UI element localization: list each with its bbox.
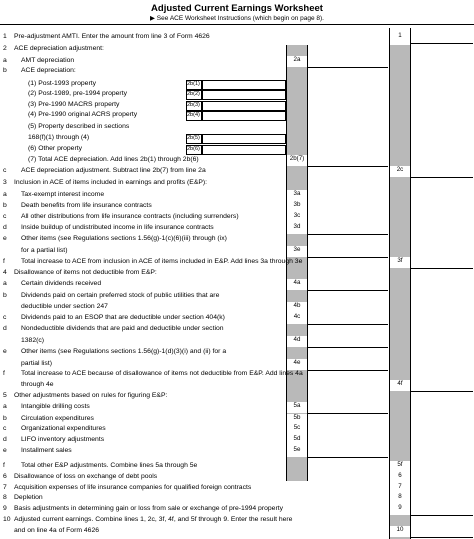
line-number: c bbox=[3, 167, 7, 174]
line-description: ACE depreciation: bbox=[21, 67, 76, 74]
line-number: a bbox=[3, 280, 7, 287]
worksheet-subtitle: ▶ See ACE Worksheet Instructions (which begin on page 8). bbox=[150, 15, 324, 22]
line-code-box: 3a bbox=[287, 190, 307, 201]
line-description: Tax-exempt interest income bbox=[21, 191, 105, 198]
worksheet-line bbox=[0, 269, 474, 279]
worksheet-line bbox=[0, 403, 474, 413]
amount-input[interactable] bbox=[411, 166, 473, 178]
line-description: 168(f)(1) through (4) bbox=[28, 134, 90, 141]
worksheet-line bbox=[0, 57, 474, 67]
line-description: Dividends paid to an ESOP that are deductible under section 404(k) bbox=[21, 314, 225, 321]
line-description: Disallowance of loss on exchange of debt pools bbox=[14, 473, 158, 480]
amount-input[interactable] bbox=[308, 155, 388, 167]
line-number: d bbox=[3, 224, 7, 231]
worksheet-line bbox=[0, 101, 474, 111]
line-description: Organizational expenditures bbox=[21, 425, 106, 432]
line-code-box: 4e bbox=[287, 359, 307, 370]
line-code-box: 5c bbox=[287, 424, 307, 435]
line-number: e bbox=[3, 348, 7, 355]
worksheet-line bbox=[0, 447, 474, 457]
worksheet-line bbox=[0, 67, 474, 77]
line-description: Total increase to ACE because of disallowance of items not deductible from E&P. Add lines 4a bbox=[21, 370, 303, 377]
worksheet-line bbox=[0, 473, 474, 483]
line-code-box: 2b(1) bbox=[186, 80, 202, 90]
worksheet-line bbox=[0, 360, 474, 370]
worksheet-line bbox=[0, 202, 474, 212]
worksheet-line bbox=[0, 123, 474, 133]
worksheet-line bbox=[0, 462, 474, 472]
line-number: b bbox=[3, 292, 7, 299]
amount-input[interactable] bbox=[308, 313, 388, 325]
line-description: Acquisition expenses of life insurance companies for qualified foreign contracts bbox=[14, 484, 252, 491]
line-description: through 4e bbox=[21, 381, 54, 388]
worksheet-line bbox=[0, 45, 474, 55]
worksheet-line bbox=[0, 527, 474, 537]
line-code-box: 5d bbox=[287, 435, 307, 446]
line-number: 8 bbox=[3, 494, 7, 501]
line-number: 6 bbox=[3, 473, 7, 480]
line-description: Other items (see Regulations sections 1.56(g)-1(d)(3)(i) and (ii) for a bbox=[21, 348, 227, 355]
line-code-box: 8 bbox=[390, 493, 410, 504]
line-code-box: 2a bbox=[287, 56, 307, 67]
worksheet-line bbox=[0, 425, 474, 435]
worksheet-line bbox=[0, 191, 474, 201]
line-number: f bbox=[3, 370, 5, 377]
line-description: (5) Property described in sections bbox=[28, 123, 130, 130]
line-number: a bbox=[3, 403, 7, 410]
line-description: ACE depreciation adjustment: bbox=[14, 45, 104, 52]
line-description: Other items (see Regulations sections 1.56(g)-1(c)(6)(iii) through (ix) bbox=[21, 235, 227, 242]
line-code-box: 5e bbox=[287, 446, 307, 457]
line-number: d bbox=[3, 325, 7, 332]
worksheet-line bbox=[0, 494, 474, 504]
line-code-box: 2b(5) bbox=[186, 134, 202, 144]
worksheet-line bbox=[0, 436, 474, 446]
worksheet-line bbox=[0, 179, 474, 189]
amount-input[interactable] bbox=[202, 90, 286, 100]
line-number: b bbox=[3, 415, 7, 422]
line-description: (4) Pre-1990 original ACRS property bbox=[28, 111, 138, 118]
worksheet-line bbox=[0, 292, 474, 302]
line-description: Depletion bbox=[14, 494, 43, 501]
worksheet-line bbox=[0, 415, 474, 425]
worksheet-line bbox=[0, 145, 474, 155]
line-description: Inclusion in ACE of items included in earnings and profits (E&P): bbox=[14, 179, 208, 186]
worksheet-line bbox=[0, 224, 474, 234]
line-number: b bbox=[3, 202, 7, 209]
line-code-box: 7 bbox=[390, 483, 410, 494]
line-description: Certain dividends received bbox=[21, 280, 102, 287]
line-code-box: 6 bbox=[390, 472, 410, 483]
line-number: 9 bbox=[3, 505, 7, 512]
line-number: b bbox=[3, 67, 7, 74]
line-number: 5 bbox=[3, 392, 7, 399]
line-number: f bbox=[3, 462, 5, 469]
line-number: c bbox=[3, 314, 7, 321]
line-description: (3) Pre-1990 MACRS property bbox=[28, 101, 120, 108]
line-number: 10 bbox=[3, 516, 11, 523]
line-code-box: 4f bbox=[390, 380, 410, 391]
line-number: f bbox=[3, 258, 5, 265]
line-code-box: 3d bbox=[287, 223, 307, 234]
line-number: a bbox=[3, 191, 7, 198]
line-description: (7) Total ACE depreciation. Add lines 2b(1) through 2b(6) bbox=[28, 156, 199, 163]
line-code-box: 3c bbox=[287, 212, 307, 223]
amount-input[interactable] bbox=[202, 134, 286, 144]
line-description: Pre-adjustment AMTI. Enter the amount from line 3 of Form 4626 bbox=[14, 33, 210, 40]
line-description: Disallowance of items not deductible from E&P: bbox=[14, 269, 157, 276]
line-description: Basis adjustments in determining gain or loss from sale or exchange of pre-1994 property bbox=[14, 505, 283, 512]
amount-input[interactable] bbox=[202, 101, 286, 111]
worksheet-line bbox=[0, 505, 474, 515]
worksheet-line bbox=[0, 33, 474, 43]
line-code-box: 4b bbox=[287, 302, 307, 313]
amount-input[interactable] bbox=[308, 402, 388, 414]
worksheet-line bbox=[0, 392, 474, 402]
line-description: (2) Post-1989, pre-1994 property bbox=[28, 90, 127, 97]
worksheet-line bbox=[0, 280, 474, 290]
line-code-box: 4d bbox=[287, 336, 307, 347]
worksheet-line bbox=[0, 90, 474, 100]
line-number: 1 bbox=[3, 33, 7, 40]
line-code-box: 4c bbox=[287, 313, 307, 324]
worksheet-line bbox=[0, 325, 474, 335]
worksheet-line bbox=[0, 348, 474, 358]
line-description: Other adjustments based on rules for figuring E&P: bbox=[14, 392, 168, 399]
line-code-box: 4a bbox=[287, 279, 307, 290]
line-description: Dividends paid on certain preferred stock of public utilities that are bbox=[21, 292, 220, 299]
amount-input[interactable] bbox=[308, 336, 388, 348]
amount-input[interactable] bbox=[202, 111, 286, 121]
worksheet-line bbox=[0, 167, 474, 177]
line-number: c bbox=[3, 425, 7, 432]
line-description: AMT depreciation bbox=[21, 57, 75, 64]
line-code-box: 3f bbox=[390, 257, 410, 268]
line-description: Total increase to ACE from inclusion in ACE of items included in E&P. Add lines 3a through 3e bbox=[21, 258, 303, 265]
line-code-box: 9 bbox=[390, 504, 410, 515]
line-description: partial list) bbox=[21, 360, 52, 367]
line-code-box: 10 bbox=[390, 526, 410, 537]
line-description: 1382(c) bbox=[21, 337, 45, 344]
line-description: LIFO inventory adjustments bbox=[21, 436, 105, 443]
line-number: 4 bbox=[3, 269, 7, 276]
worksheet-line bbox=[0, 381, 474, 391]
line-code-box: 2b(7) bbox=[287, 155, 307, 166]
line-number: d bbox=[3, 436, 7, 443]
worksheet-line bbox=[0, 235, 474, 245]
line-code-box: 2b(4) bbox=[186, 111, 202, 121]
worksheet-line bbox=[0, 134, 474, 144]
line-code-box: 2b(2) bbox=[186, 90, 202, 100]
line-code-box: 2b(3) bbox=[186, 101, 202, 111]
line-number: e bbox=[3, 235, 7, 242]
line-description: Adjusted current earnings. Combine lines 1, 2c, 3f, 4f, and 5f through 9. Enter the result here bbox=[14, 516, 293, 523]
line-code-box: 5b bbox=[287, 414, 307, 425]
line-description: for a partial list) bbox=[21, 247, 68, 254]
worksheet-title: Adjusted Current Earnings Worksheet bbox=[151, 3, 323, 14]
line-code-box: 3e bbox=[287, 246, 307, 257]
line-code-box: 3b bbox=[287, 201, 307, 212]
line-number: c bbox=[3, 213, 7, 220]
line-code-box: 5f bbox=[390, 461, 410, 472]
line-description: Inside buildup of undistributed income in life insurance contracts bbox=[21, 224, 214, 231]
line-description: and on line 4a of Form 4626 bbox=[14, 527, 100, 534]
line-description: Nondeductible dividends that are paid and deductible under section bbox=[21, 325, 224, 332]
line-description: Circulation expenditures bbox=[21, 415, 94, 422]
line-description: deductible under section 247 bbox=[21, 303, 108, 310]
amount-input[interactable] bbox=[202, 145, 286, 155]
line-code-box: 5a bbox=[287, 402, 307, 413]
worksheet-line bbox=[0, 370, 474, 380]
line-code-box: 1 bbox=[390, 32, 410, 43]
amount-input[interactable] bbox=[202, 80, 286, 90]
worksheet-line bbox=[0, 314, 474, 324]
worksheet-line bbox=[0, 213, 474, 223]
line-number: 3 bbox=[3, 179, 7, 186]
worksheet-line bbox=[0, 156, 474, 166]
line-description: Death benefits from life insurance contracts bbox=[21, 202, 152, 209]
line-description: ACE depreciation adjustment. Subtract line 2b(7) from line 2a bbox=[21, 167, 206, 174]
line-number: e bbox=[3, 447, 7, 454]
line-description: (6) Other property bbox=[28, 145, 83, 152]
amount-input[interactable] bbox=[411, 380, 473, 392]
amount-input[interactable] bbox=[308, 223, 388, 235]
amount-input[interactable] bbox=[411, 526, 473, 538]
worksheet-line bbox=[0, 80, 474, 90]
worksheet-line bbox=[0, 258, 474, 268]
worksheet-line bbox=[0, 247, 474, 257]
amount-input[interactable] bbox=[308, 279, 388, 291]
amount-input[interactable] bbox=[308, 446, 388, 458]
line-description: Total other E&P adjustments. Combine lines 5a through 5e bbox=[21, 462, 198, 469]
amount-input[interactable] bbox=[411, 32, 473, 44]
line-number: 7 bbox=[3, 484, 7, 491]
worksheet-line bbox=[0, 337, 474, 347]
line-description: (1) Post-1993 property bbox=[28, 80, 97, 87]
line-description: All other distributions from life insurance contracts (including surrenders) bbox=[21, 213, 239, 220]
amount-input[interactable] bbox=[411, 504, 473, 516]
line-description: Intangible drilling costs bbox=[21, 403, 90, 410]
top-rule bbox=[0, 24, 474, 25]
line-description: Installment sales bbox=[21, 447, 72, 454]
line-code-box: 2c bbox=[390, 166, 410, 177]
worksheet-line bbox=[0, 303, 474, 313]
worksheet-line bbox=[0, 516, 474, 526]
line-code-box: 2b(6) bbox=[186, 145, 202, 155]
amount-input[interactable] bbox=[411, 257, 473, 269]
line-number: 2 bbox=[3, 45, 7, 52]
worksheet-line bbox=[0, 111, 474, 121]
line-number: a bbox=[3, 57, 7, 64]
amount-input[interactable] bbox=[308, 246, 388, 258]
